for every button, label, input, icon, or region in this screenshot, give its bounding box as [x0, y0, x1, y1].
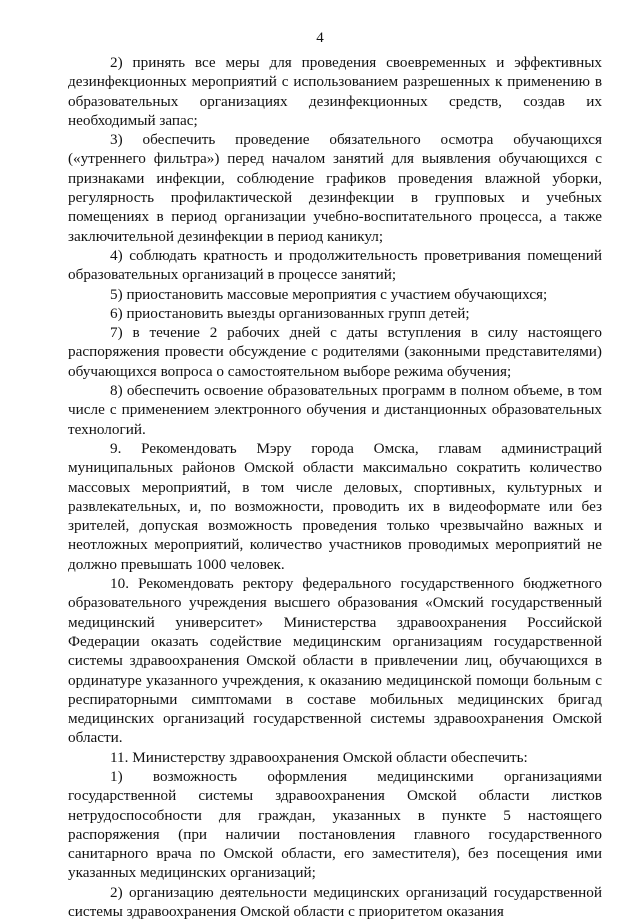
paragraph-item-7: 7) в течение 2 рабочих дней с даты вступления в силу настоящего распоряжения провести обсуждение с родителями (законными представителями) обучающихся вопроса о самостоятельном выборе режима обучения; [68, 324, 602, 380]
page-number: 4 [316, 30, 324, 46]
paragraph-item-2: 2) принять все меры для проведения своевременных и эффективных дезинфекционных мероприятий с использованием разрешенных к применению в образовательных организациях дезинфекционных средств, создав их необходимый запас; [68, 54, 602, 129]
paragraph-item-3: 3) обеспечить проведение обязательного осмотра обучающихся («утреннего фильтра») перед началом занятий для выявления обучающихся с признаками инфекции, соблюдение графиков проведения влажной уборки, регулярность профилактической дезинфекции в групповых и учебных помещениях в период организации учебно-воспитательного процесса, а также заключительной дезинфекции в период каникул; [68, 131, 602, 245]
paragraph-item-4: 4) соблюдать кратность и продолжительность проветривания помещений образовательных организаций в процессе занятий; [68, 246, 602, 284]
paragraph-clause-11: 11. Министерству здравоохранения Омской области обеспечить: [110, 748, 528, 766]
paragraph-clause-10: 10. Рекомендовать ректору федерального государственного бюджетного образовательного учреждения высшего образования «Омский государственный медицинский университет» Министерства здравоохранения Российской Федерации оказать содействие медицинским организациям государственной системы здравоохранения Омской области в привлечении лиц, обучающихся в ординатуре указанного учреждения, к оказанию медицинской помощи больным с респираторными симптомами в составе мобильных медицинских бригад медицинских организаций государственной системы здравоохранения Омской области. [68, 575, 602, 747]
body-text [68, 53, 602, 921]
paragraph-clause-11-item-1: 1) возможность оформления медицинскими организациями государственной системы здравоохранения Омской области листков нетрудоспособности для граждан, указанных в пункте 5 настоящего распоряжения (при наличии постановления главного государственного санитарного врача по Омской области, его заместителя), без посещения ими указанных медицинских организаций; [68, 767, 602, 882]
paragraph-item-5: 5) приостановить массовые мероприятия с участием обучающихся; [110, 285, 548, 303]
paragraph-item-8: 8) обеспечить освоение образовательных программ в полном объеме, в том числе с применением электронного обучения и дистанционных образовательных технологий. [68, 382, 602, 438]
paragraph-clause-9: 9. Рекомендовать Мэру города Омска, главам администраций муниципальных районов Омской области максимально сократить количество массовых мероприятий, в том числе деловых, спортивных, культурных и развлекательных, и, по возможности, проводить их в видеоформате или без зрителей, допуская возможность проведения только чрезвычайно важных и неотложных мероприятий, количество участников проводимых мероприятий не должно превышать 1000 человек. [68, 439, 602, 573]
paragraph-clause-11-item-2: 2) организацию деятельности медицинских организаций государственной системы здравоохранения Омской области с приоритетом оказания [68, 883, 602, 921]
paragraph-item-6: 6) приостановить выезды организованных групп детей; [110, 304, 470, 322]
